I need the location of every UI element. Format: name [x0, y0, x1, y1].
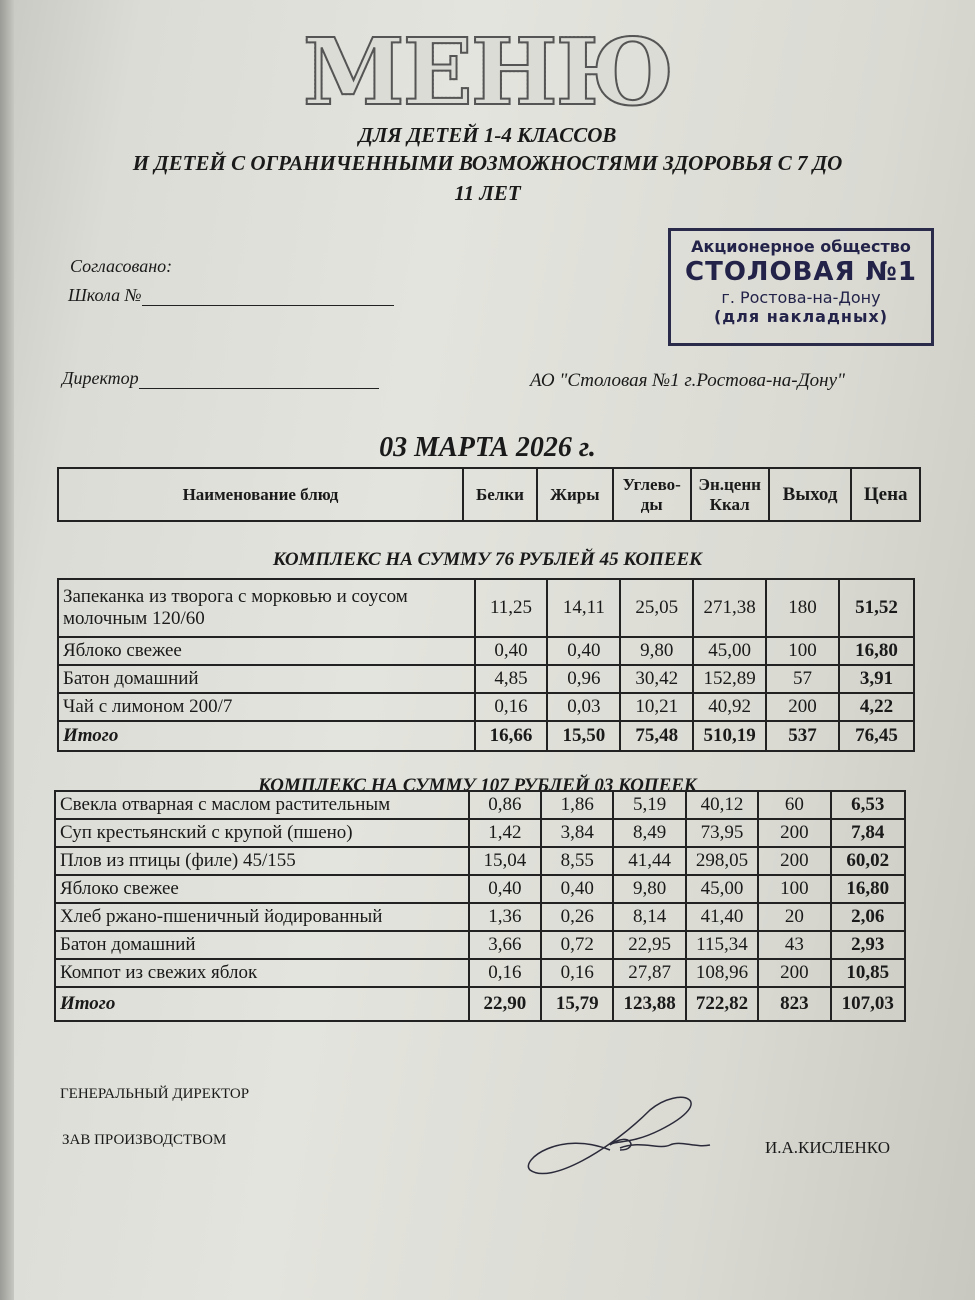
total-row: Итого 22,90 15,79 123,88 722,82 823 107,03: [55, 987, 905, 1021]
table-row: Яблоко свежее 0,40 0,40 9,80 45,00 100 16,80: [58, 637, 914, 665]
subtitle-line-3: 11 ЛЕТ: [454, 181, 521, 205]
table-row: Чай с лимоном 200/7 0,16 0,03 10,21 40,92 200 4,22: [58, 693, 914, 721]
company-stamp: [668, 228, 934, 346]
school-label: Школа №: [68, 285, 142, 305]
menu-date: 03 МАРТА 2026 г.: [379, 432, 596, 463]
col-price: Цена: [851, 468, 920, 521]
table-row: Хлеб ржано-пшеничный йодированный 1,36 0,26 8,14 41,40 20 2,06: [55, 903, 905, 931]
agreed-label: Согласовано:: [70, 256, 173, 276]
table-row: Запеканка из творога с морковью и соусом молочным 120/60 11,25 14,11 25,05 271,38 180 51,52: [58, 579, 914, 637]
complex-1-title: КОМПЛЕКС НА СУММУ 76 РУБЛЕЙ 45 КОПЕЕК: [272, 549, 703, 570]
col-dish-name: Наименование блюд: [58, 468, 463, 521]
stamp-line-2: СТОЛОВАЯ №1: [685, 257, 917, 287]
complex-1-table: [57, 578, 915, 752]
table-header: [57, 467, 921, 522]
table-row: Компот из свежих яблок 0,16 0,16 27,87 108,96 200 10,85: [55, 959, 905, 987]
col-carbs: Углево-ды: [613, 468, 691, 521]
col-protein: Белки: [463, 468, 537, 521]
table-row: Свекла отварная с маслом растительным 0,86 1,86 5,19 40,12 60 6,53: [55, 791, 905, 819]
school-blank-line: [142, 287, 394, 306]
menu-title: МЕНЮ: [0, 22, 975, 122]
table-row: Батон домашний 3,66 0,72 22,95 115,34 43 2,93: [55, 931, 905, 959]
table-row: Суп крестьянский с крупой (пшено) 1,42 3,84 8,49 73,95 200 7,84: [55, 819, 905, 847]
table-row: Батон домашний 4,85 0,96 30,42 152,89 57 3,91: [58, 665, 914, 693]
signature-icon: [520, 1090, 720, 1180]
table-row: Плов из птицы (филе) 45/155 15,04 8,55 41,44 298,05 200 60,02: [55, 847, 905, 875]
total-row: Итого 16,66 15,50 75,48 510,19 537 76,45: [58, 721, 914, 751]
complex-2-title: КОМПЛЕКС НА СУММУ 107 РУБЛЕЙ 03 КОПЕЕК: [258, 775, 697, 796]
signatory-name: И.А.КИСЛЕНКО: [765, 1138, 890, 1157]
organization-name: АО "Столовая №1 г.Ростова-на-Дону": [530, 370, 846, 391]
director-field: [62, 368, 379, 389]
stamp-line-1: Акционерное общество: [691, 237, 911, 256]
subtitle-line-1: ДЛЯ ДЕТЕЙ 1-4 КЛАССОВ: [358, 123, 617, 147]
col-yield: Выход: [769, 468, 852, 521]
table-row: Яблоко свежее 0,40 0,40 9,80 45,00 100 16,80: [55, 875, 905, 903]
col-kcal: Эн.ценн Ккал: [691, 468, 769, 521]
stamp-line-4: (для накладных): [713, 307, 889, 326]
complex-2-table: [54, 790, 906, 1022]
subtitle-line-2: И ДЕТЕЙ С ОГРАНИЧЕННЫМИ ВОЗМОЖНОСТЯМИ ЗДОРОВЬЯ С 7 ДО: [132, 151, 843, 175]
school-field: [68, 285, 394, 306]
director-blank-line: [139, 370, 379, 389]
production-head-label: ЗАВ ПРОИЗВОДСТВОМ: [62, 1132, 227, 1148]
director-label: Директор: [62, 368, 139, 388]
stamp-line-3: г. Ростова-на-Дону: [721, 288, 881, 307]
col-fat: Жиры: [537, 468, 613, 521]
general-director-label: ГЕНЕРАЛЬНЫЙ ДИРЕКТОР: [60, 1086, 250, 1102]
